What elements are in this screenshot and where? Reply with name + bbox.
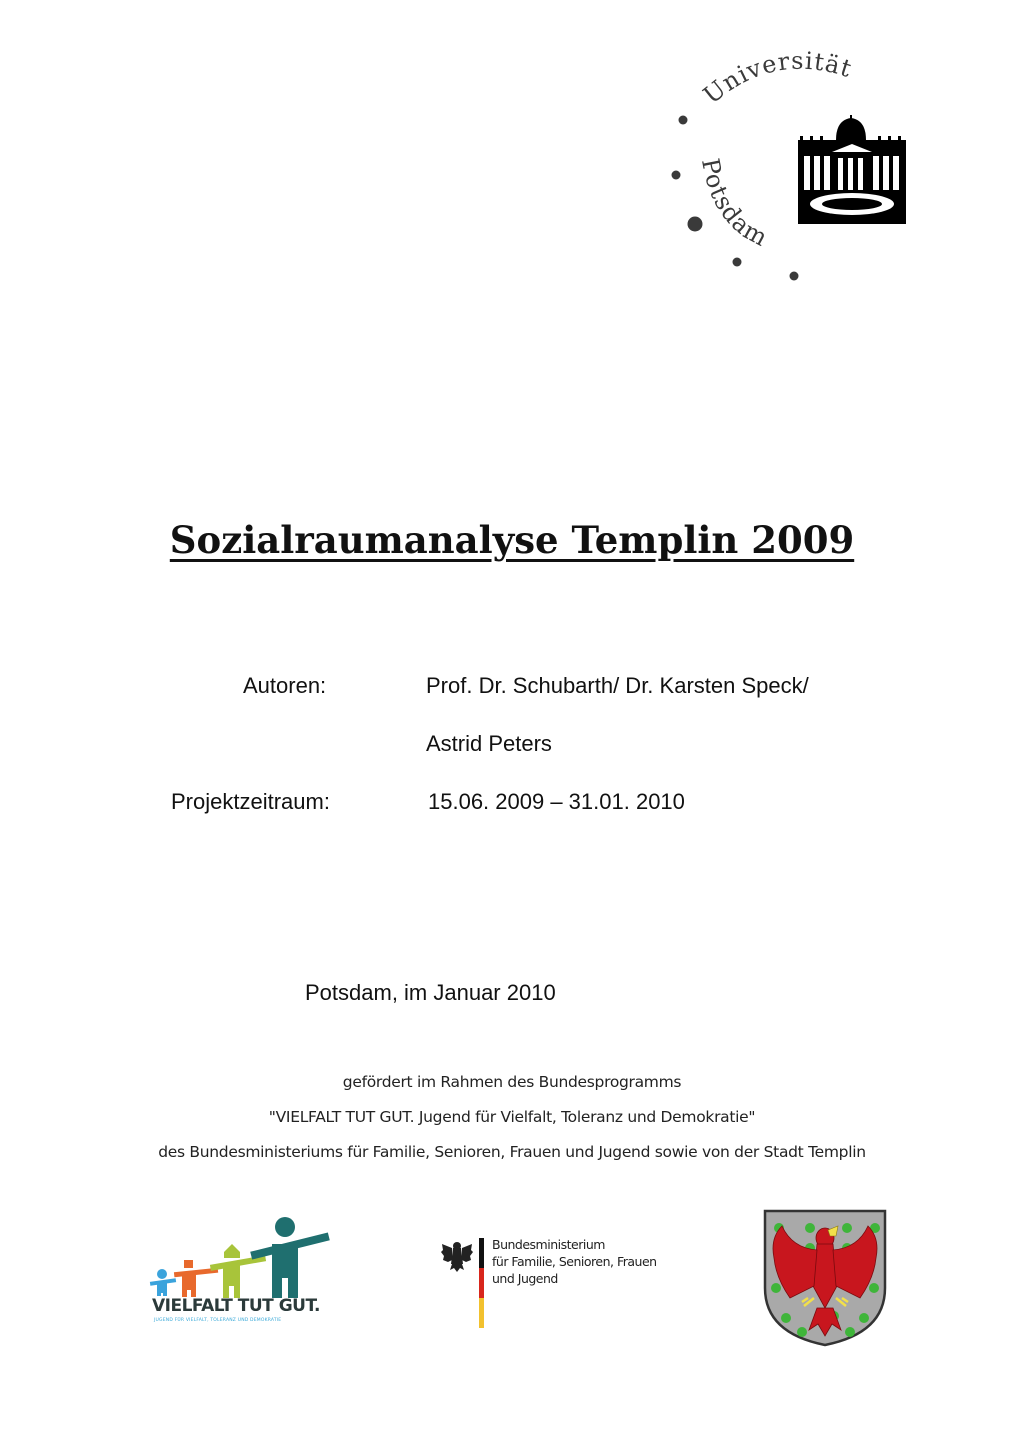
templin-coat-of-arms-icon [762, 1208, 888, 1348]
logo-text-universitaet: Universität [698, 46, 856, 110]
german-flag-bar [479, 1238, 484, 1328]
authors-label: Autoren: [243, 673, 327, 698]
bmfsfj-text-line2: für Familie, Senioren, Frauen [492, 1254, 657, 1269]
bmfsfj-text-line3: und Jugend [492, 1271, 558, 1286]
project-period-label: Projektzeitraum: [171, 789, 330, 814]
federal-eagle-icon [440, 1236, 474, 1276]
svg-text:Universität [698, 47, 855, 110]
logo-dot [790, 272, 799, 281]
logo-text-potsdam: Potsdam [695, 156, 773, 253]
logo-dot [672, 171, 681, 180]
funding-line-3: des Bundesministeriums für Familie, Senioren, Frauen und Jugend sowie von der Stadt Templin [158, 1143, 866, 1161]
vielfalt-logo-subtitle: JUGEND FÜR VIELFALT, TOLERANZ UND DEMOKRATIE [154, 1318, 282, 1323]
university-logo-graphic [660, 40, 920, 300]
place-date: Potsdam, im Januar 2010 [305, 980, 556, 1005]
logo-dot [733, 258, 742, 267]
document-title-text: Sozialraumanalyse Templin 2009 [169, 518, 855, 562]
bmfsfj-text-line1: Bundesministerium [492, 1237, 605, 1252]
logo-dot [688, 217, 703, 232]
vielfalt-logo-text: VIELFALT TUT GUT. [152, 1296, 320, 1316]
bmfsfj-logo-text [492, 1236, 657, 1287]
vielfalt-tut-gut-logo [140, 1212, 340, 1337]
logo-dot [679, 116, 688, 125]
document-title [0, 518, 1024, 562]
authors-value-line1: Prof. Dr. Schubarth/ Dr. Karsten Speck/ [426, 673, 809, 698]
vielfalt-figures-icon [140, 1212, 340, 1302]
authors-value-line2: Astrid Peters [426, 731, 552, 756]
university-potsdam-logo [660, 40, 920, 300]
bmfsfj-logo [438, 1232, 668, 1332]
templin-coat-of-arms [762, 1208, 888, 1348]
svg-text:Potsdam [696, 156, 773, 252]
funding-line-2: "VIELFALT TUT GUT. Jugend für Vielfalt, Toleranz und Demokratie" [268, 1108, 756, 1126]
project-period-value: 15.06. 2009 – 31.01. 2010 [428, 789, 685, 814]
funding-line-1: gefördert im Rahmen des Bundesprogramms [342, 1073, 682, 1091]
university-building-icon [798, 115, 906, 224]
